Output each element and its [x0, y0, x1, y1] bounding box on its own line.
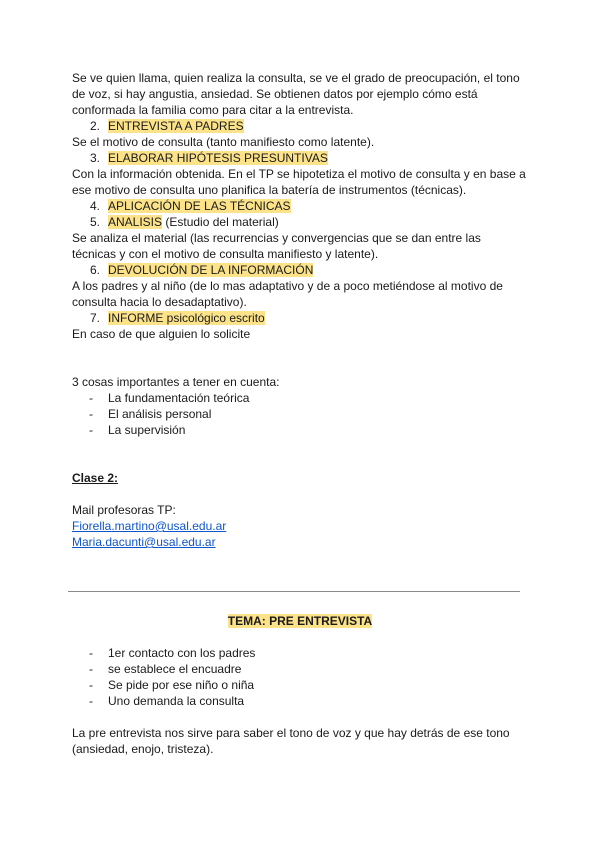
tema-closing: La pre entrevista nos sirve para saber el tono de voz y que hay detrás de ese tono (ansiedad, enojo, tristeza). [72, 726, 510, 756]
item-number: 2. [90, 119, 101, 133]
list-item: - Se pide por ese niño o niña [89, 678, 255, 692]
list-item-4 [72, 198, 528, 214]
list-item: - Uno demanda la consulta [89, 694, 245, 708]
list-item: - La supervisión [89, 423, 186, 437]
cosas-intro: 3 cosas importantes a tener en cuenta: [72, 375, 280, 389]
clase-heading: Clase 2: [72, 471, 119, 485]
list-item-5 [72, 214, 528, 230]
item-label: ELABORAR HIPÓTESIS PRESUNTIVAS [108, 151, 328, 165]
item-number: 4. [90, 199, 101, 213]
item5-text: Se analiza el material (las recurrencias y convergencias que se dan entre las técnicas y con el motivo de consulta manifiesto y latente). [72, 231, 481, 261]
item-label: ANALISIS [108, 215, 163, 229]
item6-text: A los padres y al niño (de lo mas adaptativo y de a poco metiéndose al motivo de consulta hacia lo desadaptativo). [72, 279, 503, 309]
list-item: - se establece el encuadre [89, 662, 242, 676]
list-item-6 [72, 262, 528, 278]
intro-paragraph: Se ve quien llama, quien realiza la consulta, se ve el grado de preocupación, el tono de voz, si hay angustia, ansiedad. Se obtienen datos por ejemplo cómo está conformada la familia como para citar a la entrevista. [72, 71, 520, 117]
item-suffix: (Estudio del material) [162, 215, 279, 229]
item-label: DEVOLUCIÓN DE LA INFORMACIÓN [108, 263, 314, 277]
list-item-3 [72, 150, 528, 166]
list-item-7 [72, 310, 528, 326]
list-item-2 [72, 118, 528, 134]
email-link-fiorella[interactable]: Fiorella.martino@usal.edu.ar [72, 519, 227, 533]
item7-text: En caso de que alguien lo solicite [72, 327, 251, 341]
item-number: 5. [90, 215, 101, 229]
list-item: - El análisis personal [89, 407, 212, 421]
list-item: - 1er contacto con los padres [89, 646, 256, 660]
document-page [72, 70, 528, 757]
cosas-list [72, 390, 528, 438]
item-label: INFORME psicológico escrito [108, 311, 265, 325]
list-item: - La fundamentación teórica [89, 391, 250, 405]
item-number: 7. [90, 311, 101, 325]
mail-label: Mail profesoras TP: [72, 503, 176, 517]
item-label: APLICACIÓN DE LAS TÉCNICAS [108, 199, 291, 213]
tema-list [72, 645, 528, 709]
tema-title: TEMA: PRE ENTREVISTA [227, 614, 373, 628]
item-number: 3. [90, 151, 101, 165]
item3-text: Con la información obtenida. En el TP se hipotetiza el motivo de consulta y en base a ese motivo de consulta uno planifica la batería de instrumentos (técnicas). [72, 167, 526, 197]
email-link-maria[interactable]: Maria.dacunti@usal.edu.ar [72, 535, 216, 549]
item-label: ENTREVISTA A PADRES [108, 119, 244, 133]
item-number: 6. [90, 263, 101, 277]
item2-text: Se el motivo de consulta (tanto manifiesto como latente). [72, 135, 375, 149]
